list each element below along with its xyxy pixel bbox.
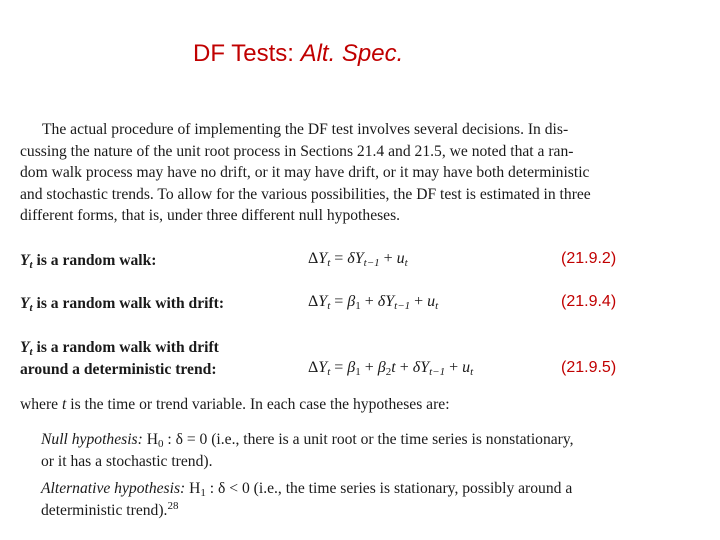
slide-title-main: DF Tests:	[193, 40, 301, 67]
paragraph-line: cussing the nature of the unit root process in Sections 21.4 and 21.5, we noted that a ran-	[20, 142, 574, 160]
null-hypothesis: Null hypothesis: $H_0$ : δ = 0 (i.e., there is a unit root or the time series is nonstationary, or it has a stochastic trend).	[41, 431, 574, 470]
footnote-marker: 28	[167, 499, 179, 512]
paragraph-line: dom walk process may have no drift, or it may have drift, or it may have both deterministic	[20, 164, 590, 181]
hypothesis-3-label: $Y_t$ is a random walk with drift around a deterministic trend:	[20, 339, 219, 378]
intro-paragraph	[20, 119, 680, 227]
hypothesis-1-label: $Y_t$ is a random walk:	[20, 252, 157, 271]
equation-21-9-2: $\Delta Y_t = \delta Y_{t-1} + u_t$	[308, 250, 408, 269]
equation-number-3: (21.9.5)	[561, 359, 617, 376]
slide-title-italic: Alt. Spec.	[300, 40, 404, 67]
alternative-hypothesis: Alternative hypothesis: $H_1$ : δ < 0 (i.e., the time series is stationary, possibly around a deterministic trend).$^{28}$	[41, 480, 573, 519]
where-sentence: where t is the time or trend variable. In each case the hypotheses are:	[20, 396, 450, 413]
equation-number-2: (21.9.4)	[561, 293, 617, 310]
equation-21-9-4: $\Delta Y_t = \beta_1 + \delta Y_{t-1} + u_t$	[308, 293, 439, 312]
paragraph-line: The actual procedure of implementing the DF test involves several decisions. In dis-	[42, 121, 569, 138]
null-hypothesis-label: Null hypothesis:	[41, 431, 143, 448]
paragraph-line: and stochastic trends. To allow for the various possibilities, the DF test is estimated in three	[20, 185, 591, 203]
alternative-hypothesis-label: Alternative hypothesis:	[41, 480, 186, 497]
slide-title	[193, 40, 403, 68]
equation-number-1: (21.9.2)	[561, 250, 617, 267]
hypothesis-2-label: $Y_t$ is a random walk with drift:	[20, 295, 225, 314]
equation-21-9-5: $\Delta Y_t = \beta_1 + \beta_2t + \delta Y_{t-1} + u_t$	[308, 359, 474, 378]
paragraph-line: different forms, that is, under three different null hypotheses.	[20, 207, 401, 224]
